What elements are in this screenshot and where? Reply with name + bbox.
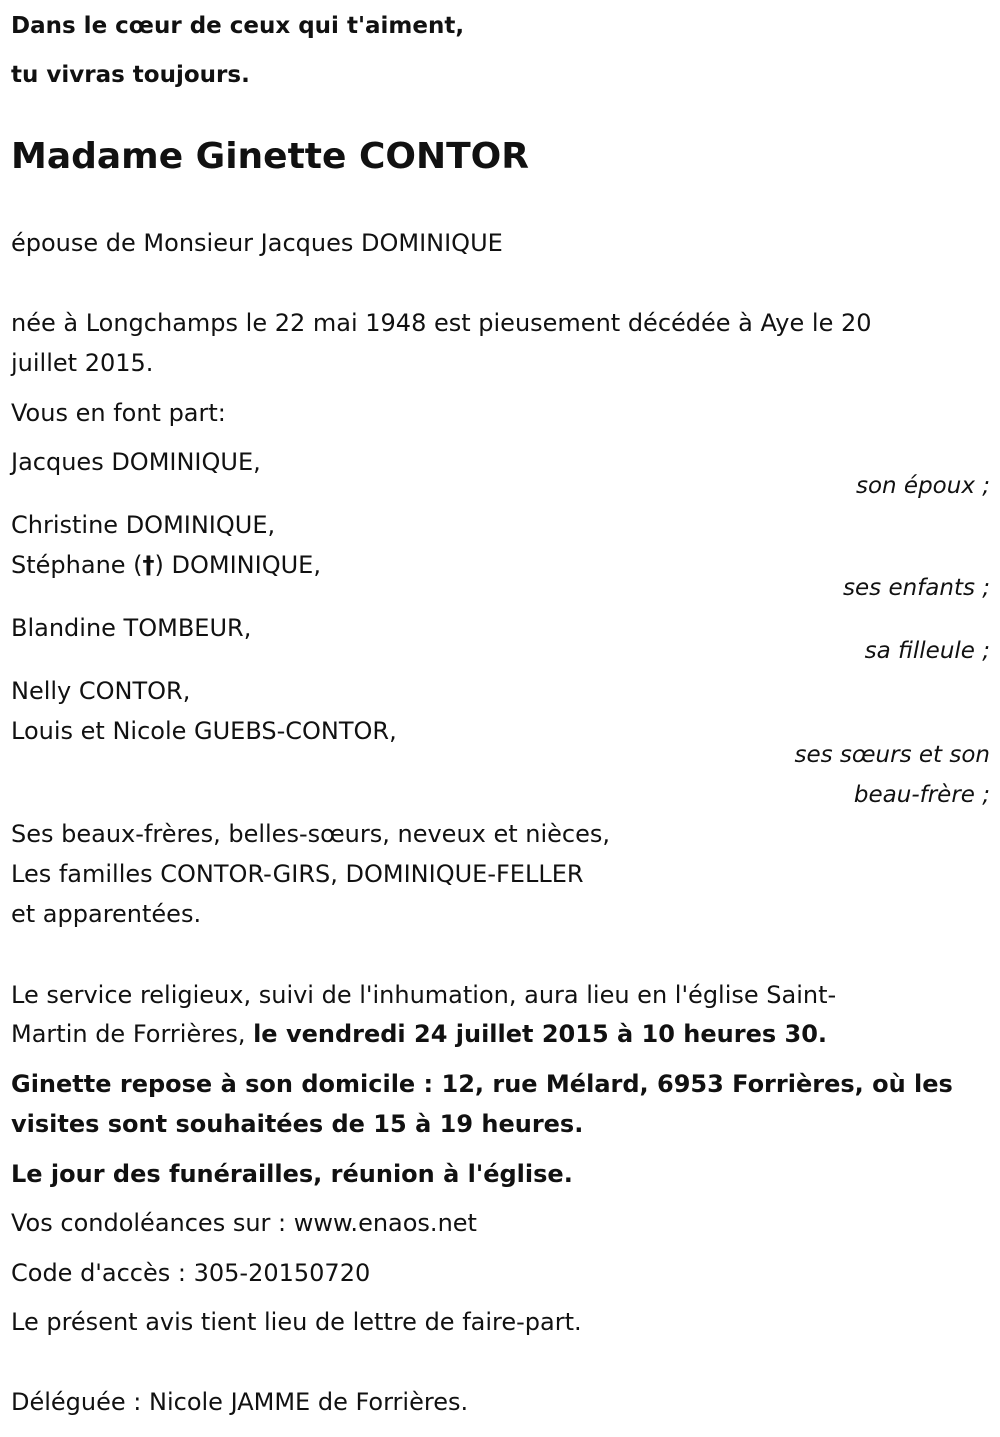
mourner-name: Nelly CONTOR, — [11, 677, 191, 705]
mourner-name: Louis et Nicole GUEBS-CONTOR, — [11, 717, 397, 745]
service-line-1: Le service religieux, suivi de l'inhumation, aura lieu en l'église Saint- — [11, 981, 837, 1009]
mourner-name-part: ) DOMINIQUE, — [154, 551, 321, 579]
delegate-line: Déléguée : Nicole JAMME de Forrières. — [11, 1388, 469, 1416]
epigraph-line-2: tu vivras toujours. — [11, 62, 250, 88]
birth-death-line-2: juillet 2015. — [11, 349, 154, 377]
deceased-name: Madame Ginette CONTOR — [11, 136, 529, 177]
announcement-intro: Vous en font part: — [11, 399, 226, 427]
family-line: et apparentées. — [11, 900, 202, 928]
family-line: Les familles CONTOR-GIRS, DOMINIQUE-FELLER — [11, 860, 584, 888]
mourner-name-deceased — [11, 550, 321, 580]
visits-line-1: Ginette repose à son domicile : 12, rue Mélard, 6953 Forrières, où les — [11, 1070, 953, 1098]
cross-icon: † — [142, 551, 155, 579]
mourner-name: Blandine TOMBEUR, — [11, 614, 252, 642]
funeral-day-note: Le jour des funérailles, réunion à l'église. — [11, 1160, 573, 1188]
service-line-2 — [11, 1019, 827, 1049]
relation-label: ses enfants ; — [843, 575, 990, 601]
condolences-line: Vos condoléances sur : www.enaos.net — [11, 1209, 477, 1237]
service-datetime: le vendredi 24 juillet 2015 à 10 heures 30. — [253, 1020, 828, 1048]
visits-line-2: visites sont souhaitées de 15 à 19 heures. — [11, 1110, 584, 1138]
notice-line: Le présent avis tient lieu de lettre de faire-part. — [11, 1308, 582, 1336]
family-line: Ses beaux-frères, belles-sœurs, neveux et nièces, — [11, 820, 611, 848]
relation-label: sa filleule ; — [864, 638, 990, 664]
access-code-line: Code d'accès : 305-20150720 — [11, 1259, 371, 1287]
mourner-name: Christine DOMINIQUE, — [11, 511, 276, 539]
mourner-name: Jacques DOMINIQUE, — [11, 448, 261, 476]
service-location: Martin de Forrières, — [11, 1020, 254, 1048]
relation-label: son époux ; — [855, 473, 990, 499]
spouse-line: épouse de Monsieur Jacques DOMINIQUE — [11, 229, 503, 257]
relation-label: ses sœurs et son — [794, 742, 990, 768]
birth-death-line-1: née à Longchamps le 22 mai 1948 est pieusement décédée à Aye le 20 — [11, 309, 872, 337]
mourner-name-part: Stéphane ( — [11, 551, 143, 579]
relation-label: beau-frère ; — [853, 782, 990, 808]
epigraph-line-1: Dans le cœur de ceux qui t'aiment, — [11, 13, 465, 39]
